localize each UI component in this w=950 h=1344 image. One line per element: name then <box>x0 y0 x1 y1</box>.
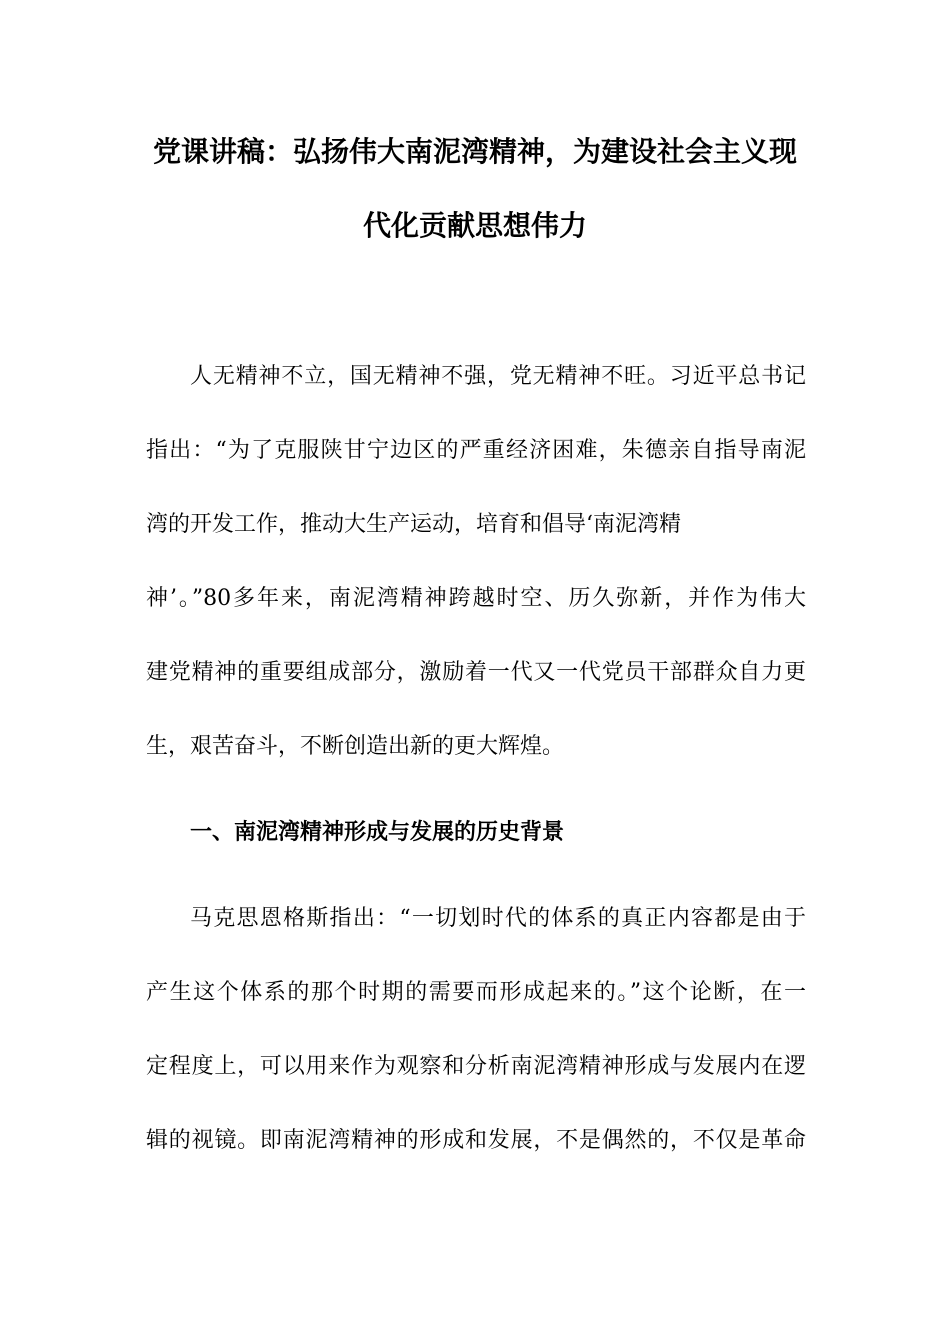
paragraph-2-line-2: 产生这个体系的那个时期的需要而形成起来的。”这个论断，在一 <box>146 980 806 1005</box>
paragraph-1-line-3: 湾的开发工作，推动大生产运动，培育和倡导‘南泥湾精 <box>146 512 681 537</box>
paragraph-2-line-3: 定程度上，可以用来作为观察和分析南泥湾精神形成与发展内在逻 <box>146 1054 806 1079</box>
paragraph-2-line-1: 马克思恩格斯指出：“一切划时代的体系的真正内容都是由于 <box>190 906 806 931</box>
paragraph-1-line-4: 神’。”80多年来，南泥湾精神跨越时空、历久弥新，并作为伟大 <box>146 586 806 611</box>
paragraph-2-line-4: 辑的视镜。即南泥湾精神的形成和发展，不是偶然的，不仅是革命 <box>146 1128 806 1153</box>
paragraph-1-line-6: 生，艰苦奋斗，不断创造出新的更大辉煌。 <box>146 734 565 759</box>
section-1-heading: 一、南泥湾精神形成与发展的历史背景 <box>190 820 565 845</box>
document-title-line-1: 党课讲稿：弘扬伟大南泥湾精神，为建设社会主义现 <box>152 135 797 168</box>
paragraph-1-line-5: 建党精神的重要组成部分，激励着一代又一代党员干部群众自力更 <box>146 660 806 685</box>
document-title-line-2: 代化贡献思想伟力 <box>362 209 587 242</box>
paragraph-1-line-1: 人无精神不立，国无精神不强，党无精神不旺。习近平总书记 <box>190 364 806 389</box>
paragraph-1-line-2: 指出：“为了克服陕甘宁边区的严重经济困难，朱德亲自指导南泥 <box>146 438 806 463</box>
